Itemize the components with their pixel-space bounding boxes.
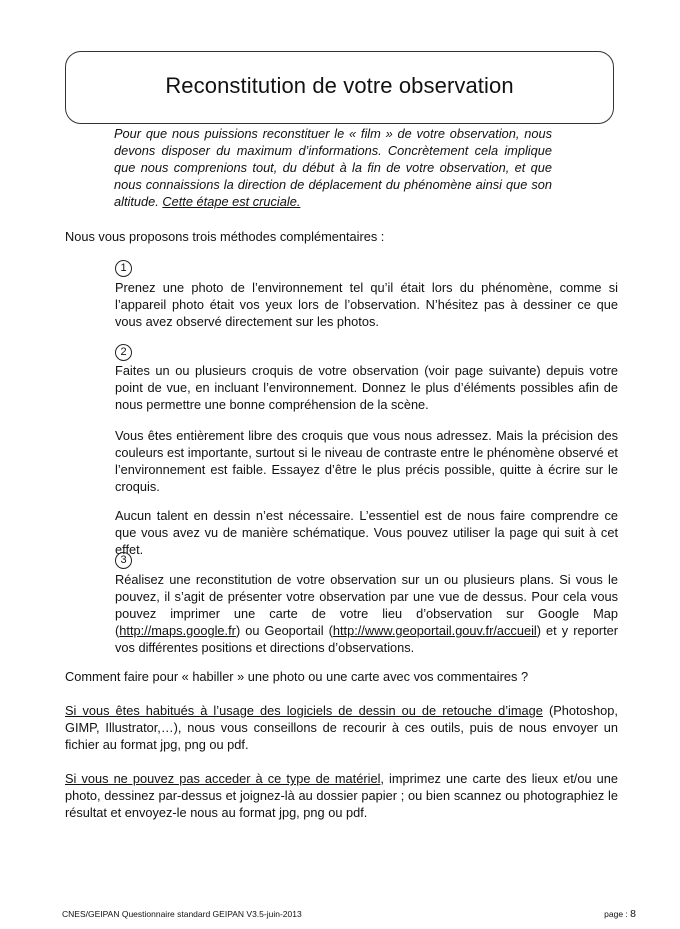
software-lead: Si vous êtes habitués à l’usage des logiciels de dessin ou de retouche d’image xyxy=(65,703,543,718)
geoportail-link[interactable]: http://www.geoportail.gouv.fr/accueil xyxy=(332,623,537,638)
software-rest: (Photoshop, GIMP, Illustrator,…), nous vous conseillons de recourir à ces outils, puis de nous envoyer un fichier au format jpg, png ou pdf. xyxy=(65,703,618,752)
method-1-number-icon: 1 xyxy=(115,260,132,277)
page-title: Reconstitution de votre observation xyxy=(165,73,514,98)
method-2-paragraph-2: Vous êtes entièrement libre des croquis que vous nous adressez. Mais la précision des couleurs est importante, surtout si le niveau de contraste entre le phénomène observé et l’environnement est faible. Essayez d’être le plus précis possible, quitte à écrire sur le croquis. xyxy=(115,428,618,494)
intro-paragraph xyxy=(114,125,552,210)
intro-emphasis: Cette étape est cruciale. xyxy=(162,194,301,209)
question-text: Comment faire pour « habiller » une photo ou une carte avec vos commentaires ? xyxy=(65,669,529,684)
footer-page-label: page : xyxy=(604,909,631,919)
footer-page-number: 8 xyxy=(630,908,636,920)
method-3-text-c: ) et y reporter vos différentes positions et directions d’observations. xyxy=(115,623,619,655)
paper-paragraph xyxy=(65,770,618,821)
title-box xyxy=(65,51,614,124)
method-3-paragraph xyxy=(115,571,618,656)
method-2-paragraph-3: Aucun talent en dessin n’est nécessaire. L’essentiel est de nous faire comprendre ce que vous avez vu de manière schématique. Vous pouvez utiliser la page qui suit à cet effet. xyxy=(115,508,618,557)
google-maps-link[interactable]: http://maps.google.fr xyxy=(119,623,236,638)
footer-document-info: CNES/GEIPAN Questionnaire standard GEIPAN V3.5-juin-2013 xyxy=(62,909,302,919)
method-1-text: Prenez une photo de l’environnement tel qu’il était lors du phénomène, comme si l’appareil photo était vos yeux lors de l’observation. N’hésitez pas à dessiner ce que vous avez observé directement sur les photos. xyxy=(115,280,618,329)
paper-lead: Si vous ne pouvez pas acceder à ce type de matériel xyxy=(65,771,381,786)
method-2-number-icon: 2 xyxy=(115,344,132,361)
paper-rest: , imprimez une carte des lieux et/ou une photo, dessinez par-dessus et joignez-là au dossier papier ; ou bien scannez ou photographiez le résultat et envoyez-le nous au format jpg, png ou pdf. xyxy=(65,771,618,820)
intro-text: Pour que nous puissions reconstituer le « film » de votre observation, nous devons disposer du maximum d’informations. Concrètement cela implique que nous comprenions tout, du début à la fin de votre observation, et que nous connaissions la direction de déplacement du phénomène ainsi que son altitude. xyxy=(114,126,552,209)
method-3-text-a: Réalisez une reconstitution de votre observation sur un ou plusieurs plans. Si vous le pouvez, il s’agit de présenter votre observation par une vue de dessus. Pour cela vous pouvez imprimer une carte de votre lieu d’observation sur Google Map ( xyxy=(115,572,618,638)
method-3-text-b: ) ou Geoportail ( xyxy=(235,623,333,638)
footer-page xyxy=(604,909,636,920)
methods-intro: Nous vous proposons trois méthodes complémentaires : xyxy=(65,229,385,244)
method-3-number-icon: 3 xyxy=(115,552,132,569)
software-paragraph xyxy=(65,702,618,753)
method-2-paragraph-1: Faites un ou plusieurs croquis de votre observation (voir page suivante) depuis votre point de vue, en incluant l’environnement. Donnez le plus d’éléments possibles afin de nous permettre une bonne compréhension de la scène. xyxy=(115,363,618,412)
